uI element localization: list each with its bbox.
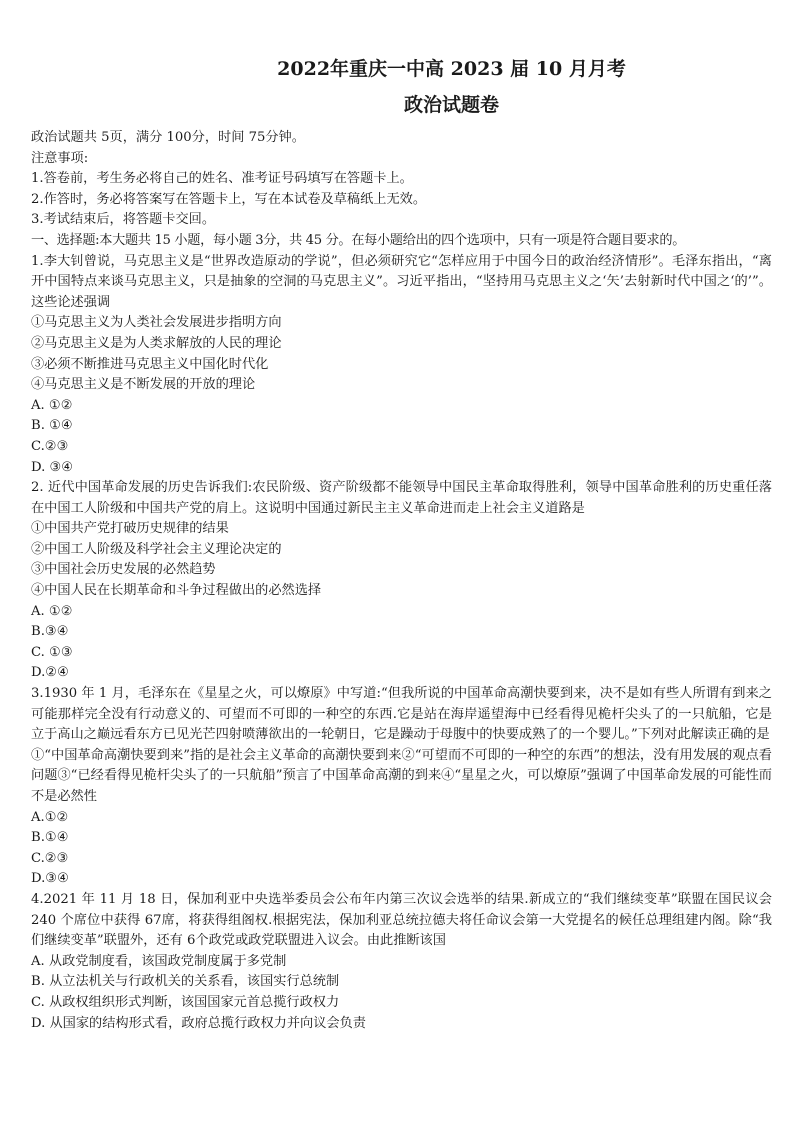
question-item: ④马克思主义是不断发展的开放的理论 — [31, 377, 256, 393]
question-item: ①中国共产党打破历史规律的结果 — [31, 521, 229, 537]
answer-option: B. ①④ — [31, 418, 73, 434]
answer-option: B. 从立法机关与行政机关的关系看，该国实行总统制 — [31, 974, 340, 990]
exam-subtitle: 政治试题卷 — [403, 94, 499, 116]
answer-option: C. ①③ — [31, 644, 73, 660]
exam-info: 政治试题共 5页，满分 100分，时间 75分钟。 — [31, 130, 305, 145]
question-4 — [31, 890, 772, 1034]
answer-option: C.②③ — [31, 438, 69, 454]
exam-title: 2022年重庆一中高 2023 届 10 月月考 — [277, 58, 626, 80]
question-item: ③中国社会历史发展的必然趋势 — [31, 562, 216, 578]
question-item: ①马克思主义为人类社会发展进步指明方向 — [31, 315, 282, 331]
question-stem: 4.2021 年 11 月 18 日，保加利亚中央选举委员会公布年内第三次议会选举的结果.新成立的“我们继续变革”联盟在国民议会 240 个席位中获得 67席，将获得组阁权.根据宪法，保加利亚总统拉德夫将任命议会第一大党提名的候任总理组建内阁。除“我们继续变革”联盟外，还有 6个政党或政党联盟进入议会。由此推断该国 — [31, 891, 772, 949]
question-item: ②中国工人阶级及科学社会主义理论决定的 — [31, 541, 282, 557]
notice-item: 3.考试结束后，将答题卡交回。 — [31, 212, 216, 228]
section-heading: 一、选择题:本大题共 15 小题，每小题 3分，共 45 分。在每小题给出的四个选项中，只有一项是符合题目要求的。 — [31, 232, 686, 248]
question-2 — [31, 478, 772, 684]
answer-option: B.①④ — [31, 830, 69, 846]
question-items: ①“中国革命高潮快要到来”指的是社会主义革命的高潮快要到来②“可望而不可即的一种空的东西”的想法，没有用发展的观点看问题③“已经看得见桅杆尖头了的一只航船”预言了中国革命高潮的到来④“星星之火，可以燎原”强调了中国革命发展的可能性而不是必然性 — [31, 747, 772, 804]
answer-option: D. ③④ — [31, 459, 74, 475]
notice-item: 1.答卷前，考生务必将自己的姓名、准考证号码填写在答题卡上。 — [31, 171, 413, 187]
answer-option: A. ①② — [31, 603, 73, 619]
answer-option: A. ①② — [31, 397, 73, 413]
question-item: ③必须不断推进马克思主义中国化时代化 — [31, 356, 269, 372]
question-stem: 1.李大钊曾说，马克思主义是“世界改造原动的学说”，但必须研究它“怎样应用于中国今日的政治经济情形”。毛泽东指出，“离开中国特点来谈马克思主义，只是抽象的空洞的马克思主义”。习近平指出，“坚持用马克思主义之‘矢’去射新时代中国之‘的’”。这些论述强调 — [31, 253, 772, 310]
question-item: ④中国人民在长期革命和斗争过程做出的必然选择 — [31, 583, 322, 599]
answer-option: A.①② — [31, 809, 69, 825]
question-stem: 2. 近代中国革命发展的历史告诉我们:农民阶级、资产阶级都不能领导中国民主革命取得胜利，领导中国革命胜利的历史重任落在中国工人阶级和中国共产党的肩上。这说明中国通过新民主主义革命进而走上社会主义道路是 — [31, 480, 772, 516]
notice-title: 注意事项: — [31, 150, 89, 166]
question-item: ②马克思主义是为人类求解放的人民的理论 — [31, 335, 282, 351]
notice-item: 2.作答时，务必将答案写在答题卡上，写在本试卷及草稿纸上无效。 — [31, 191, 427, 207]
answer-option: C.②③ — [31, 850, 69, 866]
answer-option: A. 从政党制度看，该国政党制度属于多党制 — [31, 953, 287, 969]
question-1 — [31, 252, 772, 479]
answer-option: D. 从国家的结构形式看，政府总揽行政权力并向议会负责 — [31, 1015, 366, 1031]
answer-option: C. 从政权组织形式判断，该国国家元首总揽行政权力 — [31, 994, 340, 1010]
question-3 — [31, 684, 772, 890]
answer-option: D.②④ — [31, 665, 69, 681]
answer-option: B.③④ — [31, 624, 69, 640]
answer-option: D.③④ — [31, 871, 69, 887]
question-stem: 3.1930 年 1 月，毛泽东在《星星之火，可以燎原》中写道:“但我所说的中国革命高潮快要到来，决不是如有些人所谓有到来之可能那样完全没有行动意义的、可望而不可即的一种空的东西.它是站在海岸遥望海中已经看得见桅杆尖头了的一只航船，它是立于高山之巅远看东方已见光芒四射喷薄欲出的一轮朝日，它是躁动于母腹中的快要成熟了的一个婴儿。”下列对此解读正确的是 — [31, 686, 772, 743]
